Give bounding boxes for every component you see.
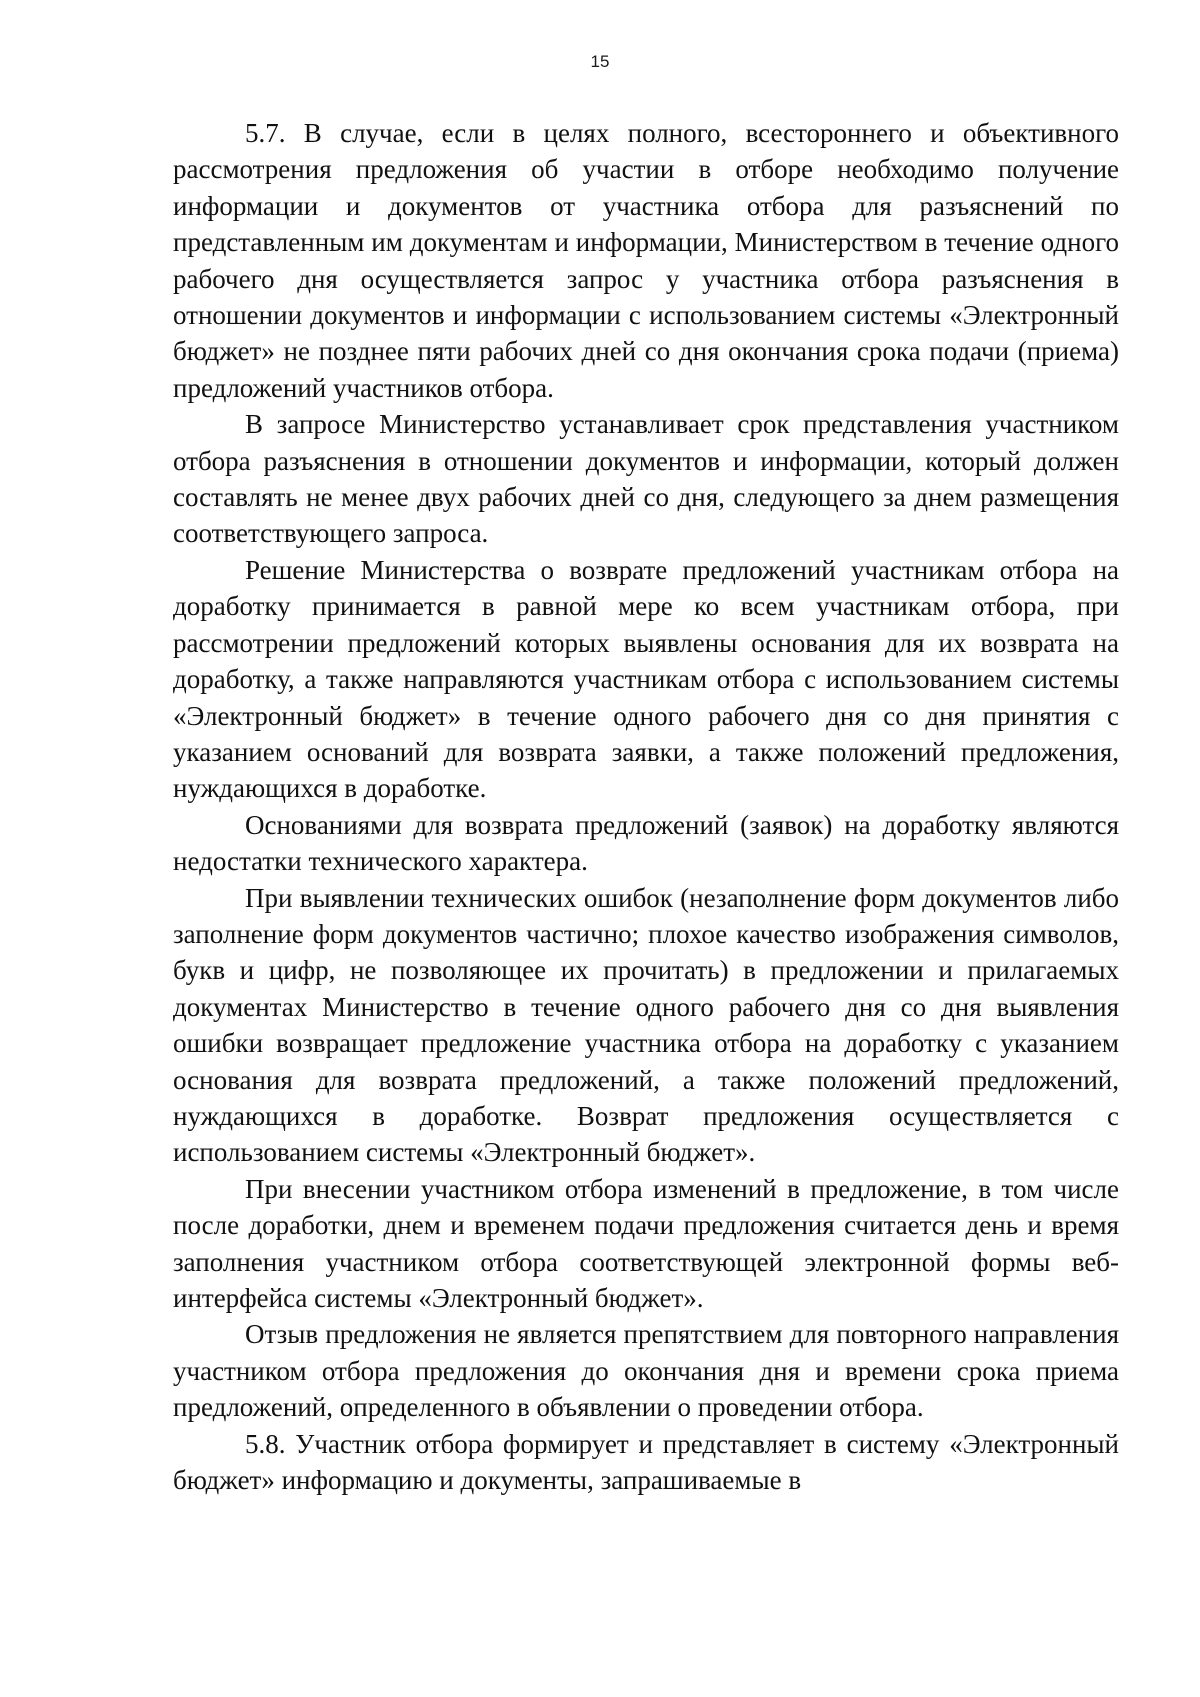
paragraph-return-grounds: Основаниями для возврата предложений (заявок) на доработку являются недостатки технического характера.: [173, 809, 1119, 877]
paragraph-technical-errors: При выявлении технических ошибок (незаполнение форм документов либо заполнение форм документов частично; плохое качество изображения символов, букв и цифр, не позволяющее их прочитать) в предложении и прилагаемых документах Министерство в течение одного рабочего дня со дня выявления ошибки возвращает предложение участника отбора на доработку с указанием основания для возврата предложений, а также положений предложений, нуждающихся в доработке. Возврат предложения осуществляется с использованием системы «Электронный бюджет».: [173, 882, 1119, 1168]
document-body: [173, 115, 1119, 1498]
paragraph-5-7: 5.7. В случае, если в целях полного, всестороннего и объективного рассмотрения предложения об участии в отборе необходимо получение информации и документов от участника отбора для разъяснений по представленным им документам и информации, Министерством в течение одного рабочего дня осуществляется запрос у участника отбора разъяснения в отношении документов и информации с использованием системы «Электронный бюджет» не позднее пяти рабочих дней со дня окончания срока подачи (приема) предложений участников отбора.: [173, 118, 1119, 403]
paragraph-changes-submission: При внесении участником отбора изменений в предложение, в том числе после доработки, днем и временем подачи предложения считается день и время заполнения участником отбора соответствующей электронной формы веб-интерфейса системы «Электронный бюджет».: [173, 1173, 1119, 1313]
paragraph-return-decision: Решение Министерства о возврате предложений участникам отбора на доработку принимается в равной мере ко всем участникам отбора, при рассмотрении предложений которых выявлены основания для их возврата на доработку, а также направляются участникам отбора с использованием системы «Электронный бюджет» в течение одного рабочего дня со дня принятия с указанием оснований для возврата заявки, а также положений предложения, нуждающихся в доработке.: [173, 554, 1119, 804]
paragraph-withdrawal: Отзыв предложения не является препятствием для повторного направления участником отбора предложения до окончания дня и времени срока приема предложений, определенного в объявлении о проведении отбора.: [173, 1319, 1119, 1423]
page-number: 15: [590, 52, 610, 71]
paragraph-5-8: 5.8. Участник отбора формирует и представляет в систему «Электронный бюджет» информацию и документы, запрашиваемые в: [173, 1428, 1119, 1496]
paragraph-request-deadline: В запросе Министерство устанавливает срок представления участником отбора разъяснения в отношении документов и информации, который должен составлять не менее двух рабочих дней со дня, следующего за днем размещения соответствующего запроса.: [173, 409, 1119, 549]
